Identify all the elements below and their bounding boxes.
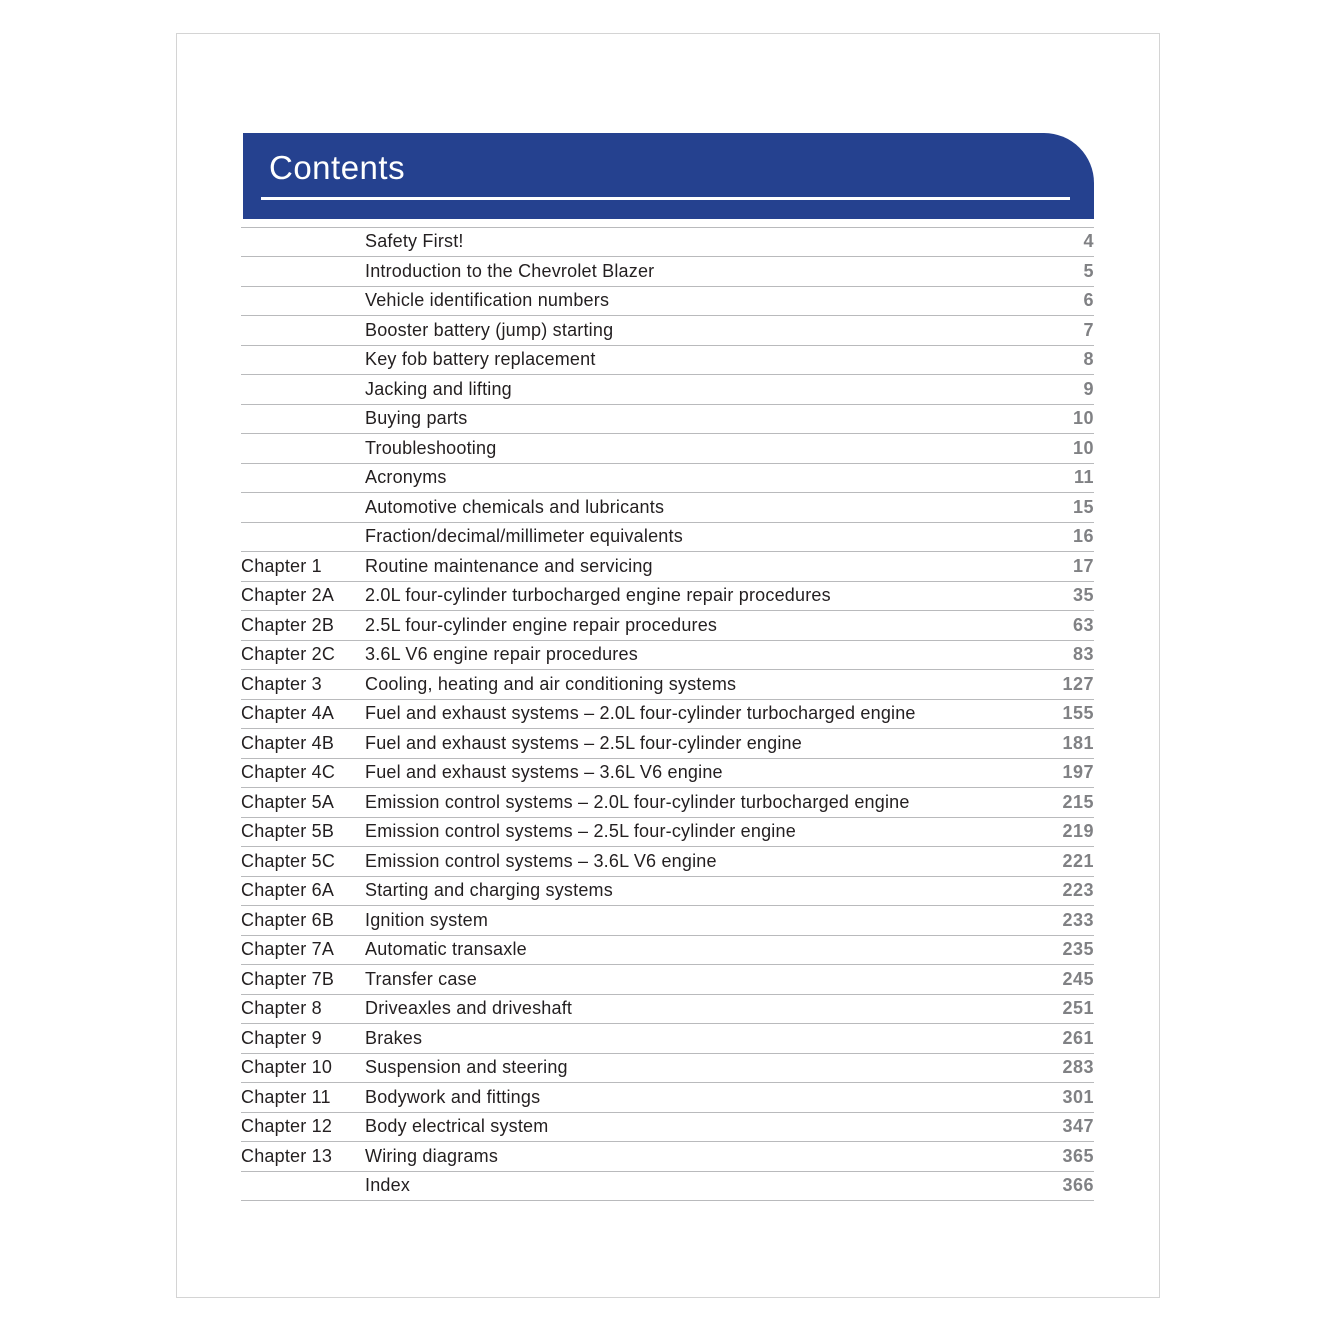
toc-row-chapter: Chapter 6B [241, 909, 335, 930]
toc-row-chapter: Chapter 3 [241, 673, 322, 694]
toc-row [241, 523, 1094, 553]
toc-row-title: Fuel and exhaust systems – 3.6L V6 engine [365, 762, 723, 783]
contents-banner [243, 133, 1094, 219]
toc-row [241, 788, 1094, 818]
toc-row-title: Bodywork and fittings [365, 1086, 541, 1107]
toc-row-chapter: Chapter 4A [241, 703, 335, 724]
toc-row-page: 235 [1062, 939, 1094, 960]
toc-table [241, 227, 1094, 1202]
toc-row-page: 251 [1062, 998, 1094, 1019]
toc-row-title: Fuel and exhaust systems – 2.0L four-cylinder turbocharged engine [365, 703, 916, 724]
toc-row-title: Jacking and lifting [365, 378, 512, 399]
toc-row-page: 16 [1072, 526, 1094, 547]
toc-row [241, 257, 1094, 287]
toc-row-chapter: Chapter 4B [241, 732, 335, 753]
toc-row-chapter: Chapter 5B [241, 821, 335, 842]
toc-row-page: 63 [1072, 614, 1094, 635]
toc-row-page: 365 [1062, 1145, 1094, 1166]
toc-row [241, 346, 1094, 376]
toc-row-chapter: Chapter 9 [241, 1027, 322, 1048]
toc-row-page: 155 [1062, 703, 1094, 724]
toc-row-page: 10 [1072, 408, 1094, 429]
toc-row [241, 847, 1094, 877]
toc-row [241, 316, 1094, 346]
toc-row-title: Brakes [365, 1027, 423, 1048]
toc-row-page: 6 [1083, 290, 1094, 311]
toc-row-chapter: Chapter 5C [241, 850, 336, 871]
toc-row-title: Routine maintenance and servicing [365, 555, 653, 576]
toc-row-page: 5 [1083, 260, 1094, 281]
toc-row-page: 17 [1072, 555, 1094, 576]
toc-row-title: Driveaxles and driveshaft [365, 998, 573, 1019]
toc-row-title: Emission control systems – 3.6L V6 engine [365, 850, 717, 871]
toc-row-title: Cooling, heating and air conditioning systems [365, 673, 737, 694]
toc-row-title: Ignition system [365, 909, 489, 930]
toc-row-page: 245 [1062, 968, 1094, 989]
toc-row-page: 35 [1072, 585, 1094, 606]
toc-row-title: Index [365, 1175, 411, 1196]
toc-row-page: 215 [1062, 791, 1094, 812]
toc-row-page: 233 [1062, 909, 1094, 930]
toc-row-page: 301 [1062, 1086, 1094, 1107]
toc-row-title: Acronyms [365, 467, 447, 488]
banner-underline [261, 197, 1070, 200]
toc-row [241, 1083, 1094, 1113]
toc-row [241, 434, 1094, 464]
toc-row-title: Emission control systems – 2.0L four-cylinder turbocharged engine [365, 791, 910, 812]
manual-page-sheet [176, 33, 1160, 1298]
toc-row [241, 1142, 1094, 1172]
toc-row-chapter: Chapter 4C [241, 762, 336, 783]
toc-row-page: 7 [1083, 319, 1094, 340]
toc-row-title: Buying parts [365, 408, 468, 429]
toc-row-page: 15 [1072, 496, 1094, 517]
toc-row-chapter: Chapter 2A [241, 585, 335, 606]
toc-row [241, 582, 1094, 612]
toc-row-title: 2.5L four-cylinder engine repair procedures [365, 614, 718, 635]
toc-row [241, 611, 1094, 641]
toc-row [241, 287, 1094, 317]
toc-row [241, 995, 1094, 1025]
toc-row-title: Introduction to the Chevrolet Blazer [365, 260, 655, 281]
toc-row-title: Troubleshooting [365, 437, 497, 458]
toc-row-title: Automotive chemicals and lubricants [365, 496, 665, 517]
toc-row-chapter: Chapter 1 [241, 555, 322, 576]
toc-row-title: Safety First! [365, 231, 464, 252]
toc-row [241, 493, 1094, 523]
toc-row-title: Transfer case [365, 968, 477, 989]
toc-row [241, 405, 1094, 435]
toc-row [241, 906, 1094, 936]
toc-row [241, 228, 1094, 258]
toc-row [241, 877, 1094, 907]
toc-row [241, 965, 1094, 995]
toc-row-page: 223 [1062, 880, 1094, 901]
toc-row [241, 818, 1094, 848]
toc-row-title: 2.0L four-cylinder turbocharged engine repair procedures [365, 585, 831, 606]
toc-row-title: Vehicle identification numbers [365, 290, 610, 311]
toc-row-page: 4 [1083, 231, 1094, 252]
toc-row-chapter: Chapter 8 [241, 998, 322, 1019]
toc-row-chapter: Chapter 11 [241, 1086, 331, 1107]
toc-row-page: 10 [1072, 437, 1094, 458]
toc-row-title: Fraction/decimal/millimeter equivalents [365, 526, 683, 547]
toc-row-chapter: Chapter 13 [241, 1145, 333, 1166]
toc-row-page: 219 [1062, 821, 1094, 842]
toc-row [241, 552, 1094, 582]
toc-row-page: 221 [1062, 850, 1094, 871]
toc-row-page: 366 [1062, 1175, 1094, 1196]
toc-row [241, 1113, 1094, 1143]
toc-row [241, 1054, 1094, 1084]
toc-row-title: 3.6L V6 engine repair procedures [365, 644, 638, 665]
toc-row-page: 283 [1062, 1057, 1094, 1078]
toc-row-chapter: Chapter 7B [241, 968, 335, 989]
toc-row-page: 261 [1062, 1027, 1094, 1048]
toc-row-page: 127 [1062, 673, 1094, 694]
toc-row-page: 181 [1062, 732, 1094, 753]
toc-row [241, 375, 1094, 405]
toc-row-title: Fuel and exhaust systems – 2.5L four-cylinder engine [365, 732, 802, 753]
toc-row-chapter: Chapter 12 [241, 1116, 333, 1137]
toc-row-chapter: Chapter 10 [241, 1057, 333, 1078]
toc-row-chapter: Chapter 7A [241, 939, 335, 960]
toc-row-title: Starting and charging systems [365, 880, 613, 901]
toc-row-chapter: Chapter 6A [241, 880, 335, 901]
toc-row [241, 1172, 1094, 1202]
toc-row [241, 641, 1094, 671]
toc-row-title: Automatic transaxle [365, 939, 527, 960]
toc-row-chapter: Chapter 2B [241, 614, 335, 635]
page-title: Contents [269, 149, 406, 186]
toc-row-page: 8 [1083, 349, 1094, 370]
toc-row [241, 729, 1094, 759]
toc-row-page: 11 [1073, 467, 1094, 488]
toc-row [241, 936, 1094, 966]
toc-row [241, 1024, 1094, 1054]
toc-row [241, 464, 1094, 494]
toc-row-title: Key fob battery replacement [365, 349, 596, 370]
toc-row-chapter: Chapter 5A [241, 791, 335, 812]
toc-row-page: 9 [1083, 378, 1094, 399]
toc-row [241, 700, 1094, 730]
toc-row-page: 347 [1062, 1116, 1094, 1137]
toc-row-title: Wiring diagrams [365, 1145, 499, 1166]
toc-row-title: Booster battery (jump) starting [365, 319, 614, 340]
toc-row [241, 670, 1094, 700]
toc-row-title: Suspension and steering [365, 1057, 568, 1078]
toc-row-page: 83 [1072, 644, 1094, 665]
toc-row-title: Emission control systems – 2.5L four-cylinder engine [365, 821, 796, 842]
toc-row-title: Body electrical system [365, 1116, 549, 1137]
toc-row [241, 759, 1094, 789]
toc-row-page: 197 [1062, 762, 1094, 783]
toc-row-chapter: Chapter 2C [241, 644, 336, 665]
